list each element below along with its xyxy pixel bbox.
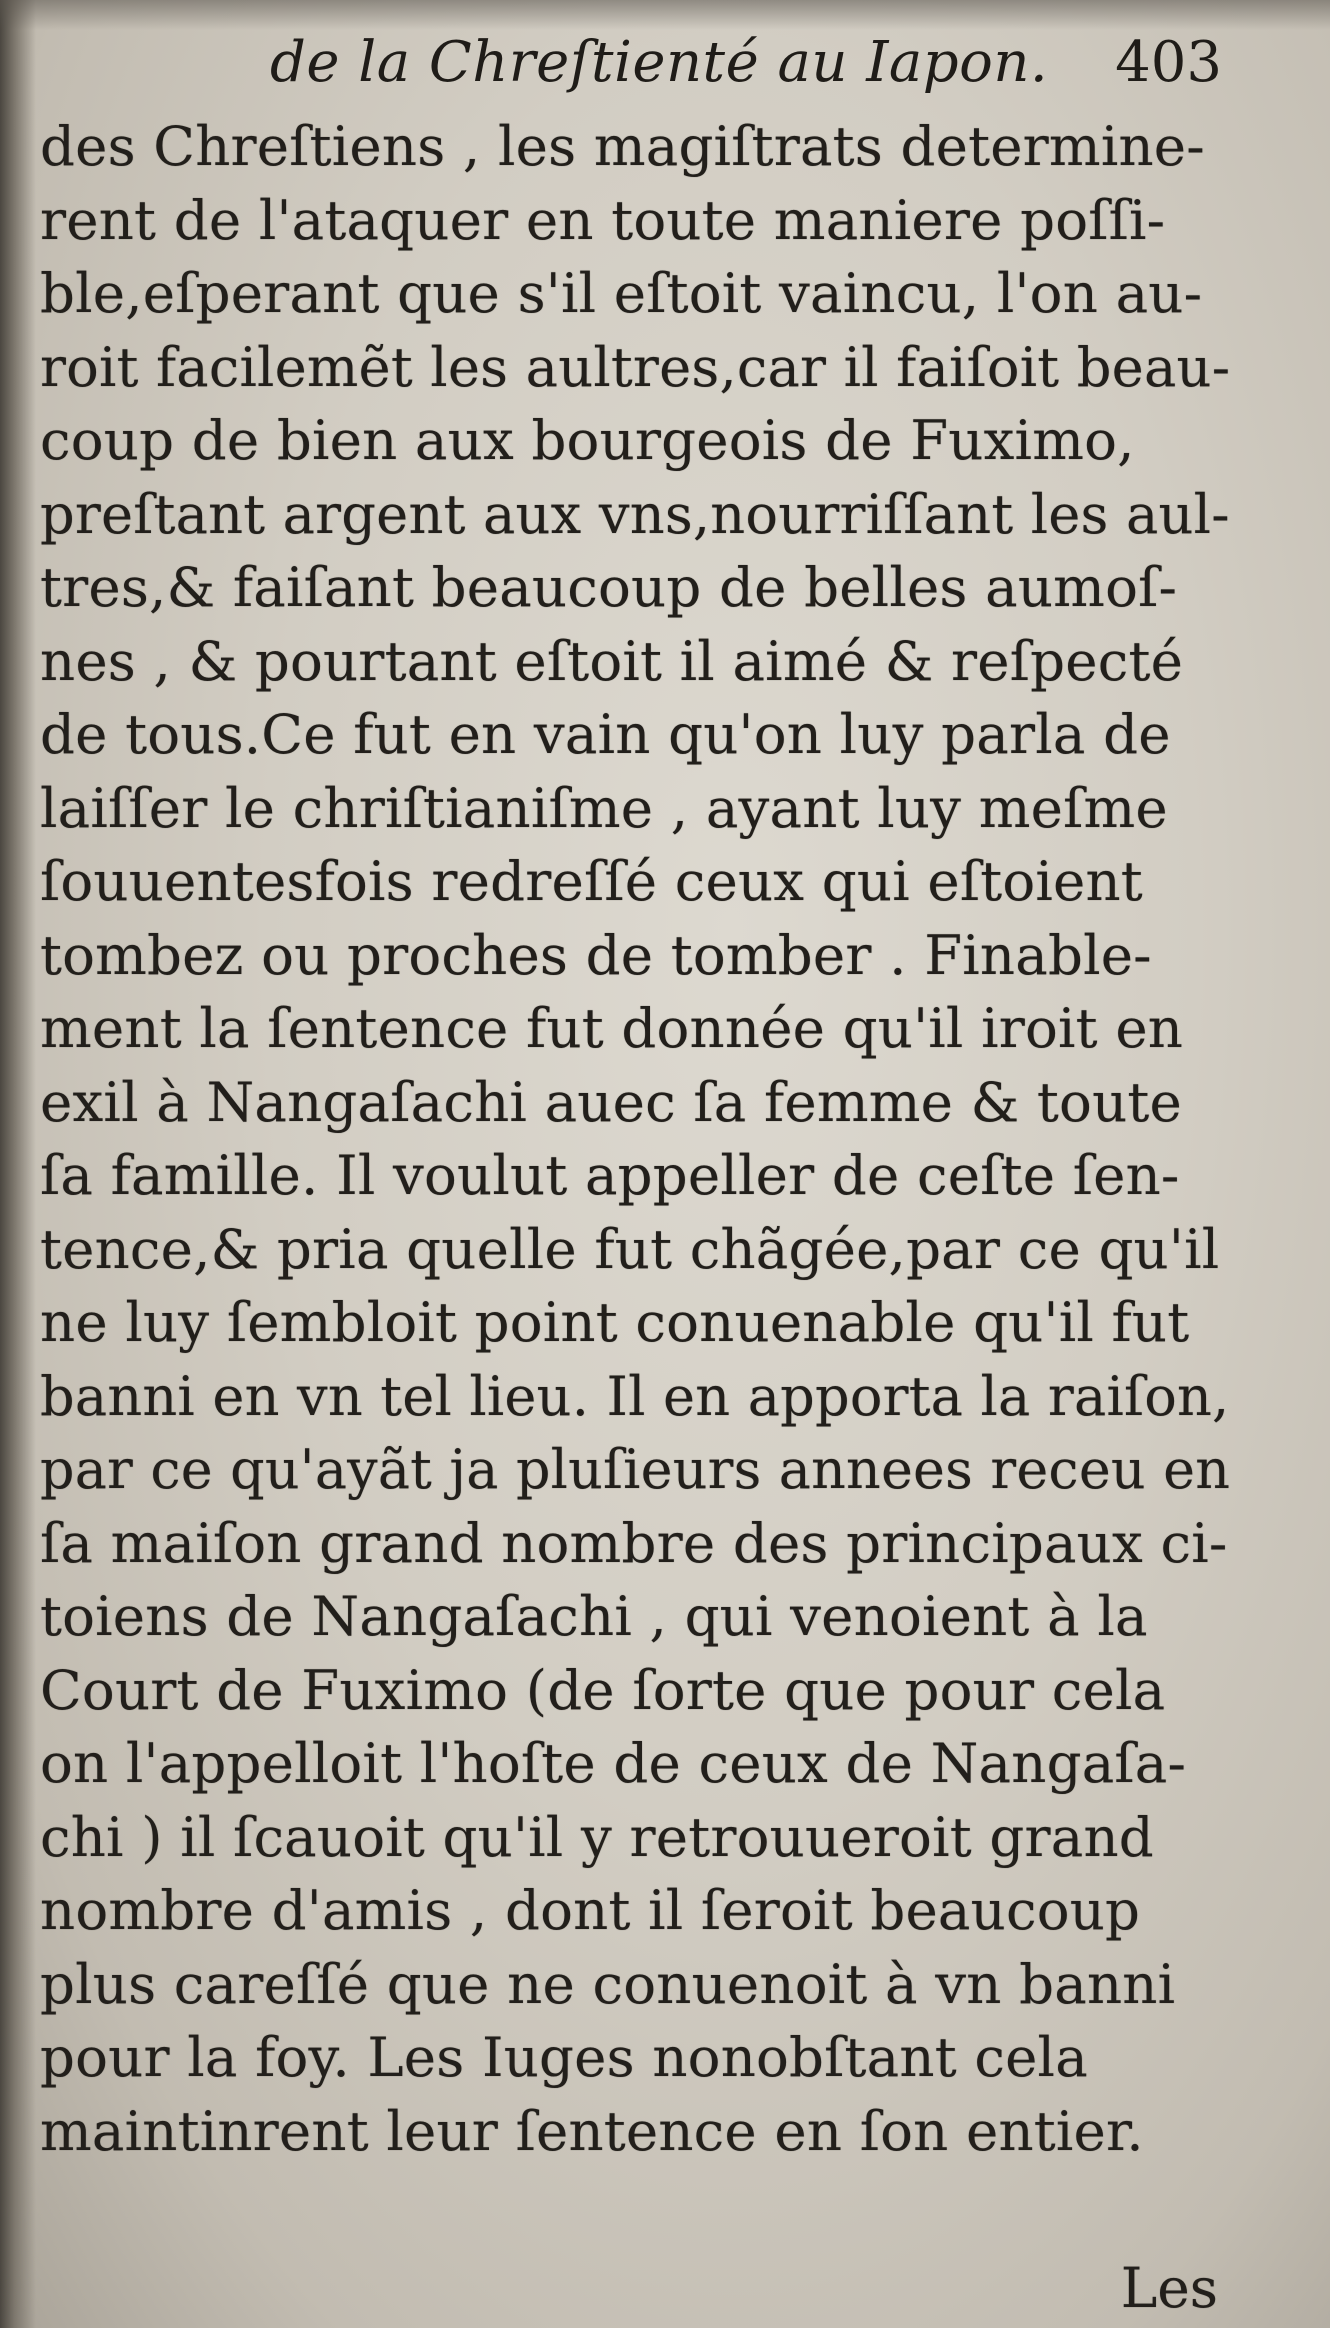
text-line: par ce qu'ayãt ja pluſieurs annees receu en bbox=[40, 1438, 1231, 1501]
text-line: Court de Fuximo (de ſorte que pour cela bbox=[40, 1657, 1166, 1722]
running-title: de la Chreſtienté au Iapon. bbox=[270, 30, 1049, 95]
text-line: de tous.Ce fut en vain qu'on luy parla de bbox=[40, 702, 1171, 766]
gutter-shadow bbox=[0, 0, 36, 2328]
text-line: exil à Nangaſachi auec ſa femme & toute bbox=[40, 1069, 1182, 1134]
text-line: ment la ſentence fut donnée qu'il iroit en bbox=[40, 996, 1184, 1060]
page-number: 403 bbox=[1115, 30, 1222, 95]
page-header bbox=[270, 30, 1270, 110]
text-line: ſa famille. Il voulut appeller de ceſte ſen- bbox=[40, 1143, 1180, 1207]
text-line: on l'appelloit l'hoſte de ceux de Nangaſa- bbox=[40, 1731, 1187, 1795]
text-line: banni en vn tel lieu. Il en apporta la raiſon, bbox=[40, 1364, 1230, 1428]
text-line: nombre d'amis , dont il ſeroit beaucoup bbox=[40, 1878, 1141, 1942]
text-line: pour la foy. Les Iuges nonobſtant cela bbox=[40, 2025, 1088, 2089]
text-line: chi ) il ſcauoit qu'il y retrouueroit grand bbox=[40, 1804, 1154, 1869]
text-line: roit facilemẽt les aultres,car il faiſoit beau- bbox=[40, 335, 1231, 399]
text-line: plus careſſé que ne conuenoit à vn banni bbox=[40, 1951, 1176, 2016]
text-line: coup de bien aux bourgeois de Fuximo, bbox=[40, 408, 1135, 472]
top-edge-shadow bbox=[0, 0, 1330, 30]
catchword: Les bbox=[1120, 2256, 1218, 2320]
text-line: maintinrent leur ſentence en ſon entier. bbox=[40, 2098, 1144, 2163]
text-line: tombez ou proches de tomber . Finable- bbox=[40, 922, 1152, 987]
text-line: preſtant argent aux vns,nourriſſant les aul- bbox=[40, 482, 1230, 546]
text-line: tres,& faiſant beaucoup de belles aumoſ- bbox=[40, 555, 1178, 619]
text-line: rent de l'ataquer en toute maniere poſſi- bbox=[40, 187, 1166, 252]
body-text bbox=[40, 110, 1240, 2168]
text-line: ſa maiſon grand nombre des principaux ci- bbox=[40, 1510, 1228, 1575]
text-line: ſouuentesfois redreſſé ceux qui eſtoient bbox=[40, 849, 1143, 913]
text-line: toiens de Nangaſachi , qui venoient à la bbox=[40, 1584, 1148, 1648]
text-line: laiſſer le chriſtianiſme , ayant luy meſme bbox=[40, 775, 1168, 840]
text-line: ne luy ſembloit point conuenable qu'il fut bbox=[40, 1290, 1190, 1354]
text-line: ble,eſperant que s'il eſtoit vaincu, l'on au- bbox=[40, 261, 1203, 325]
text-line: nes , & pourtant eſtoit il aimé & reſpecté bbox=[40, 628, 1184, 693]
text-line: des Chreſtiens , les magiſtrats determine- bbox=[40, 114, 1205, 178]
text-line: tence,& pria quelle fut chãgée,par ce qu'il bbox=[40, 1216, 1220, 1281]
